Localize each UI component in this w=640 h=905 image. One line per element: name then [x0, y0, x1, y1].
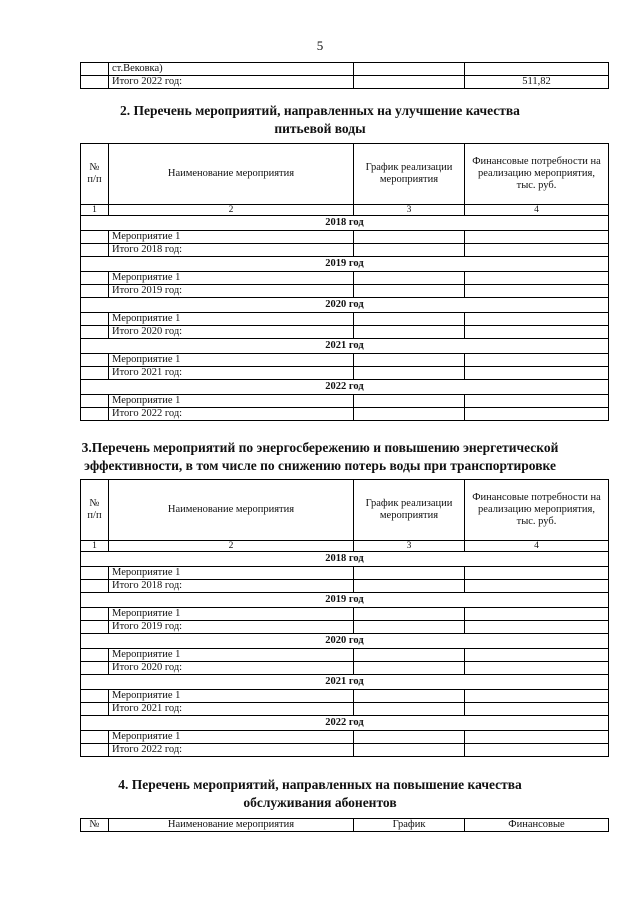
table-row: Итого 2018 год:	[81, 580, 609, 593]
header-number: № п/п	[81, 144, 109, 205]
header-number: №	[81, 819, 109, 832]
page-number: 5	[316, 38, 324, 53]
section-3-title: 3.Перечень мероприятий по энергосбережению и повышению энергетической эффективности, в том числе по снижению потерь воды при транспортировке	[81, 440, 559, 473]
header-name: Наименование мероприятия	[109, 144, 354, 205]
table-row: Мероприятие 1	[81, 731, 609, 744]
header-finance: Финансовые потребности на реализацию мероприятия, тыс. руб.	[465, 144, 609, 205]
table-row: Итого 2022 год:	[81, 744, 609, 757]
year-row: 2018 год	[81, 216, 609, 231]
table-row: Мероприятие 1	[81, 649, 609, 662]
year-row: 2018 год	[81, 552, 609, 567]
header-finance: Финансовые	[465, 819, 609, 832]
section-4-table	[80, 818, 609, 832]
table-row: Мероприятие 1	[81, 567, 609, 580]
table-row: Итого 2018 год:	[81, 244, 609, 257]
year-row: 2021 год	[81, 339, 609, 354]
total-value: 511,82	[465, 76, 609, 89]
column-numbers-row: 1 2 3 4	[81, 205, 609, 216]
header-name: Наименование мероприятия	[109, 480, 354, 541]
section-3-table	[80, 479, 609, 757]
table-row: Итого 2021 год:	[81, 703, 609, 716]
table-row	[81, 63, 609, 76]
year-row: 2020 год	[81, 298, 609, 313]
table-row: Мероприятие 1	[81, 608, 609, 621]
table-row: Мероприятие 1	[81, 231, 609, 244]
header-number: № п/п	[81, 480, 109, 541]
table-row: Итого 2019 год:	[81, 621, 609, 634]
section-2-title: 2. Перечень мероприятий, направленных на улучшение качества питьевой воды	[120, 103, 520, 136]
section-4-title: 4. Перечень мероприятий, направленных на повышение качества обслуживания абонентов	[118, 777, 522, 810]
column-numbers-row: 1 2 3 4	[81, 541, 609, 552]
table-header	[81, 819, 609, 832]
continuation-table	[80, 62, 609, 89]
year-row: 2019 год	[81, 257, 609, 272]
header-schedule: График реализации мероприятия	[354, 480, 465, 541]
table-row: Мероприятие 1	[81, 395, 609, 408]
row-name: ст.Вековка)	[109, 63, 354, 76]
header-name: Наименование мероприятия	[109, 819, 354, 832]
table-row	[81, 76, 609, 89]
table-header	[81, 144, 609, 205]
year-row: 2019 год	[81, 593, 609, 608]
table-row: Итого 2019 год:	[81, 285, 609, 298]
header-schedule: График реализации мероприятия	[354, 144, 465, 205]
table-row: Итого 2020 год:	[81, 326, 609, 339]
table-header	[81, 480, 609, 541]
table-row: Мероприятие 1	[81, 272, 609, 285]
section-2-table	[80, 143, 609, 421]
header-schedule: График	[354, 819, 465, 832]
table-row: Мероприятие 1	[81, 690, 609, 703]
year-row: 2021 год	[81, 675, 609, 690]
year-row: 2020 год	[81, 634, 609, 649]
year-row: 2022 год	[81, 380, 609, 395]
table-row: Итого 2020 год:	[81, 662, 609, 675]
table-row: Итого 2021 год:	[81, 367, 609, 380]
header-finance: Финансовые потребности на реализацию мероприятия, тыс. руб.	[465, 480, 609, 541]
year-row: 2022 год	[81, 716, 609, 731]
row-total: Итого 2022 год:	[109, 76, 354, 89]
table-row: Мероприятие 1	[81, 354, 609, 367]
table-row: Мероприятие 1	[81, 313, 609, 326]
table-row: Итого 2022 год:	[81, 408, 609, 421]
